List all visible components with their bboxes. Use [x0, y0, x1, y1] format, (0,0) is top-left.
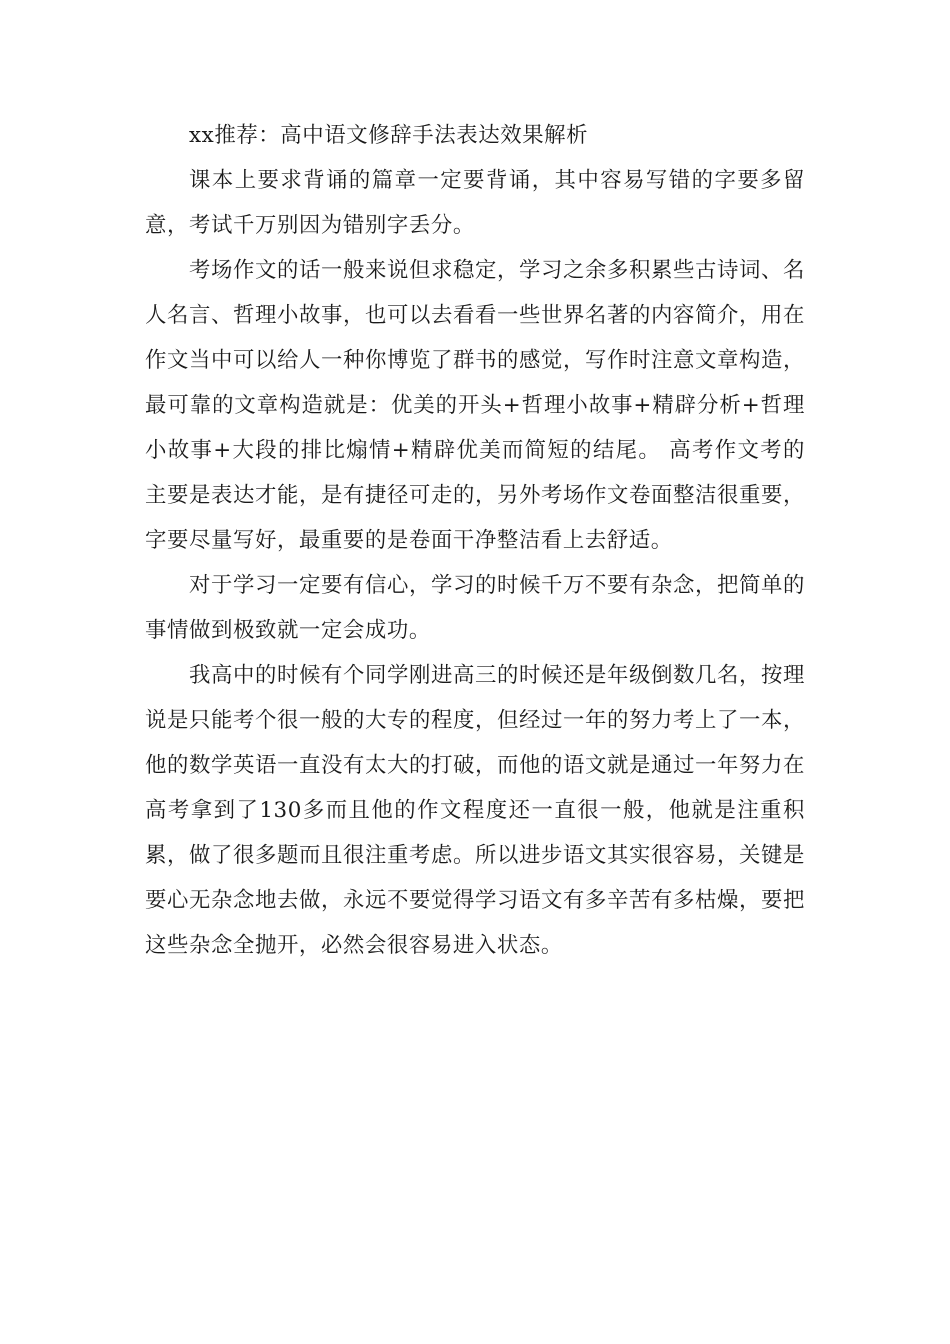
document-title: xx推荐：高中语文修辞手法表达效果解析 [189, 123, 589, 148]
paragraph-4: 我高中的时候有个同学刚进高三的时候还是年级倒数几名，按理说是只能考个很一般的大专的程度，但经过一年的努力考上了一本，他的数学英语一直没有太大的打破，而他的语文就是通过一年努力在高考拿到了130多而且他的作文程度还一直很一般，他就是注重积累，做了很多题而且很注重考虑。所以进步语文其实很容易，关键是要心无杂念地去做，永远不要觉得学习语文有多辛苦有多枯燥，要把这些杂念全抛开，必然会很容易进入状态。 [145, 663, 805, 958]
paragraph-3: 对于学习一定要有信心，学习的时候千万不要有杂念，把简单的事情做到极致就一定会成功。 [145, 573, 805, 643]
paragraph-2: 考场作文的话一般来说但求稳定，学习之余多积累些古诗词、名人名言、哲理小故事，也可以去看看一些世界名著的内容简介，用在作文当中可以给人一种你博览了群书的感觉，写作时注意文章构造，最可靠的文章构造就是：优美的开头+哲理小故事+精辟分析+哲理小故事+大段的排比煽情+精辟优美而简短的结尾。 高考作文考的主要是表达才能，是有捷径可走的，另外考场作文卷面整洁很重要，字要尽量写好，最重要的是卷面干净整洁看上去舒适。 [145, 258, 805, 553]
document-body [145, 113, 805, 968]
paragraph-1: 课本上要求背诵的篇章一定要背诵，其中容易写错的字要多留意，考试千万别因为错别字丢分。 [145, 168, 805, 238]
